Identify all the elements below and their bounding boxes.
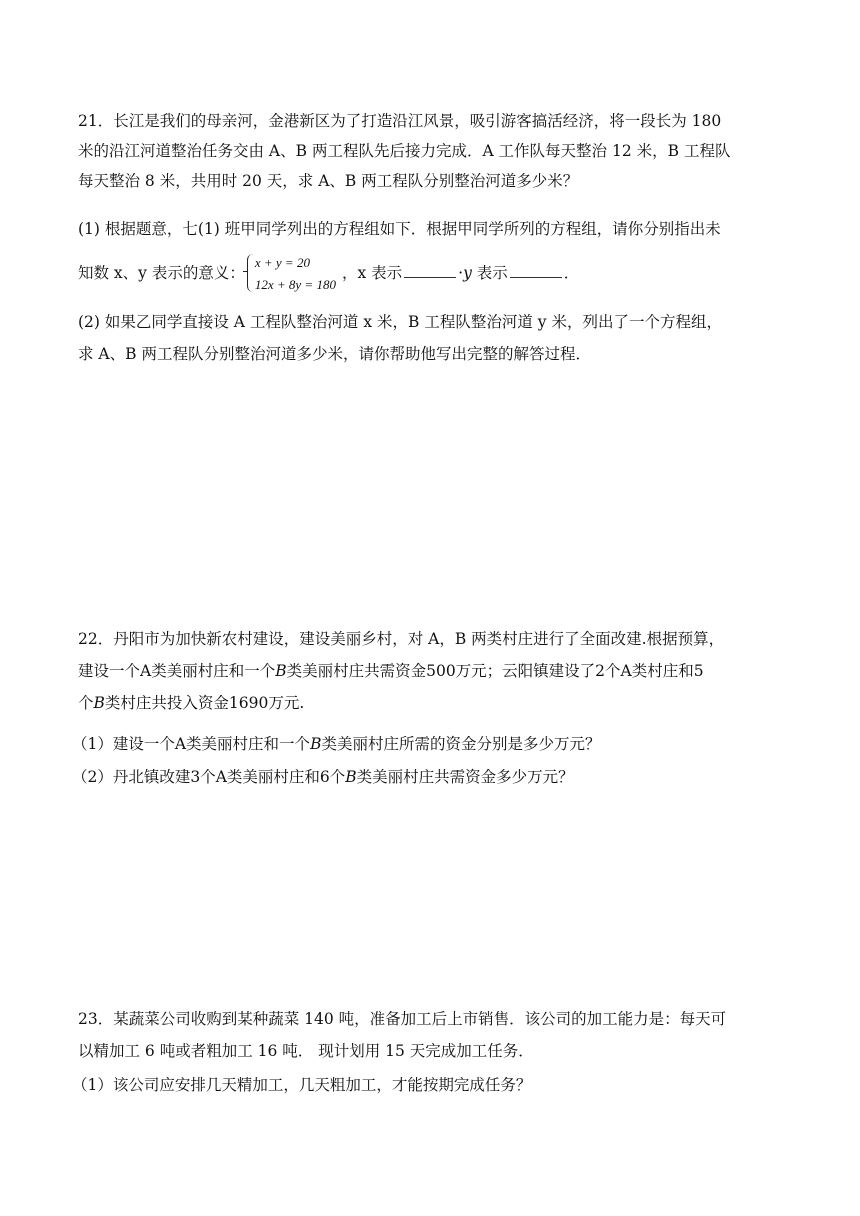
q21-part-1 [78,214,788,244]
q22-line-1: 22．丹阳市为加快新农村建设，建设美丽乡村，对 A，B 两类村庄进行了全面改建.根据预算， [78,630,725,648]
q22-line-2 [78,655,788,687]
q23-line-2: 以精加工 6 吨或者粗加工 16 吨． 现计划用 15 天完成加工任务． [78,1042,534,1060]
equation-system [247,252,336,296]
q23-subquestions [72,1070,782,1100]
q22-sub-1-a: （1）建设一个A类美丽村庄和一个 [72,735,311,753]
q22-var-b: B [310,735,322,753]
separator-dot: · [458,264,464,282]
q21-line-2: 米的沿江河道整治任务交由 A、B 两工程队先后接力完成．A 工作队每天整治 12 米，B 工程队 [78,142,731,160]
q22-subquestions [72,728,782,794]
question-23 [78,1003,788,1067]
q22-sub-1-b: 类美丽村庄所需的资金分别是多少万元？ [321,735,601,753]
q22-sub-2 [72,761,782,794]
q23-line-1: 23．某蔬菜公司收购到某种蔬菜 140 吨，准备加工后上市销售．该公司的加工能力是：每天可 [78,1010,727,1028]
q21-line-3: 每天整治 8 米，共用时 20 天，求 A、B 两工程队分别整治河道多少米？ [78,172,579,190]
y-meaning-blank[interactable] [510,263,562,278]
q22-sub-2-b: 类美丽村庄共需资金多少万元？ [356,768,574,786]
q22-line-2-b: 类美丽村庄共需资金500万元；云阳镇建设了2个A类村庄和5 [286,662,704,680]
x-meaning-label: ，x 表示 [341,264,403,282]
q21-part-2-line-2: 求 A、B 两工程队分别整治河道多少米，请你帮助他写出完整的解答过程． [78,345,591,363]
question-22 [78,623,788,719]
q23-sub-1: （1）该公司应安排几天精加工，几天粗加工，才能按期完成任务？ [72,1076,532,1094]
q22-line-3-a: 个 [78,694,94,712]
q21-line-1: 21．长江是我们的母亲河，金港新区为了打造沿江风景，吸引游客搞活经济，将一段长为 180 [78,112,722,130]
q21-part-1-prefix: 知数 x、y 表示的意义： [78,264,245,282]
y-meaning-label: 表示 [471,264,508,282]
question-21 [78,106,788,196]
period: ． [563,264,580,282]
q21-part-2 [78,306,788,370]
q22-sub-1 [72,728,782,761]
q22-var-b: B [275,662,287,680]
q22-line-3 [78,687,788,719]
x-meaning-blank[interactable] [404,263,456,278]
q22-var-b: B [345,768,357,786]
q21-part-1-line-2 [78,250,788,296]
equation-1: x + y = 20 [254,255,310,270]
y-variable: y [463,264,472,282]
q21-part-2-line-1: (2) 如果乙同学直接设 A 工程队整治河道 x 米，B 工程队整治河道 y 米，列出了一个方程组， [78,313,722,331]
q22-line-3-b: 类村庄共投入资金1690万元. [104,694,305,712]
q21-part-1-line-1: (1) 根据题意，七(1) 班甲同学列出的方程组如下．根据甲同学所列的方程组，请你分别指出未 [78,220,721,238]
q22-sub-2-a: （2）丹北镇改建3个A类美丽村庄和6个 [72,768,346,786]
equation-2: 12x + 8y = 180 [254,277,336,292]
q22-line-2-a: 建设一个A类美丽村庄和一个 [78,662,276,680]
q22-var-b: B [93,694,105,712]
brace-icon [247,254,254,292]
